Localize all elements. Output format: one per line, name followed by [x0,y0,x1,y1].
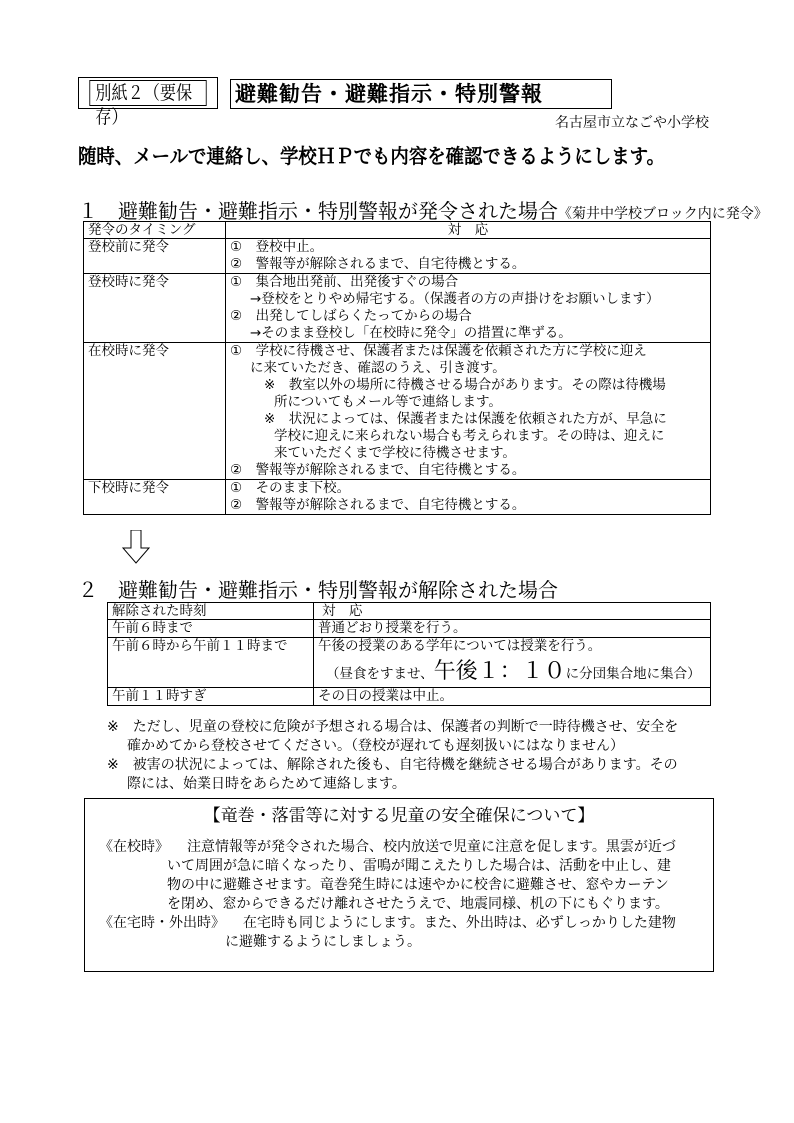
safety-school-label: 《在校時》 [99,839,169,855]
response-line: ※ 状況によっては、保護者または保護を依頼された方が、早急に [264,411,667,427]
safety-text-line: に避難するようにしましょう。 [225,934,421,950]
section1-note: 《菊井中学校ブロック内に発令》 [558,206,768,222]
safety-home-line [85,914,713,933]
col-response: 対 応 [226,222,711,239]
time-cell: 午前６時から午前１１時まで [108,638,314,688]
safety-text-line: 注意情報等が発令された場合、校内放送で児童に注意を促します。黒雲が近づ [187,839,676,855]
note-line: ※ 被害の状況によっては、解除された後も、自宅待機を継続させる場合があります。その [107,757,678,773]
response-line: ① 登校中止。 [230,239,324,255]
response-cell [226,343,711,480]
response-sub-post: に分団集合地に集合） [565,666,701,682]
safety-home-label: 《在宅時・外出時》 [99,915,225,931]
time-cell: 午前６時まで [108,620,314,638]
note-line: 確かめてから登校させてください。（登校が遅れても遅刻扱いにはなりません） [127,738,624,754]
safety-box [84,798,714,972]
response-sub-pre: （昼食をすませ、 [326,666,434,682]
school-name: 名古屋市立なごや小学校 [555,115,709,131]
response-line: ② 警報等が解除されるまで、自宅待機とする。 [230,497,526,513]
response-line: 学校に迎えに来られない場合も考えられます。その時は、迎えに [274,428,665,444]
table-header-row [108,603,711,620]
time-cell: 午前１１時すぎ [108,688,314,706]
response-line: ① 集合地出発前、出発後すぐの場合 [230,274,459,290]
meeting-time: 午後１：１０ [433,659,566,684]
col-time: 解除された時刻 [108,603,314,620]
response-line: ② 警報等が解除されるまで、自宅待機とする。 [230,462,526,478]
section2-notes [107,718,719,794]
safety-body [85,838,713,952]
down-arrow-icon [121,530,151,564]
col-response-label: 対 応 [322,603,363,619]
response-line: ② 警報等が解除されるまで、自宅待機とする。 [230,256,526,272]
safety-text-line: を閉め、窓からできるだけ離れさせたうえで、地震同様、机の下にもぐります。 [167,896,669,912]
response-cell [226,239,711,274]
safety-text-line: いて周囲が急に暗くなったり、雷鳴が聞こえたりした場合は、活動を中止し、建 [167,858,671,874]
response-line: ※ 教室以外の場所に待機させる場合があります。その際は待機場 [264,377,666,393]
section1-heading [78,195,768,224]
table-row [108,688,711,706]
timing-cell: 下校時に発令 [84,480,226,515]
response-cell [226,274,711,343]
note-line: 際には、始業日時をあらためて連絡します。 [127,776,406,792]
section2-heading: ２ 避難勧告・避難指示・特別警報が解除された場合 [78,578,558,602]
response-line: →そのまま登校し「在校時に発令」の措置に準ずる。 [250,325,572,341]
response-line: 来ていただくまで学校に待機させます。 [274,445,516,461]
attachment-tag [78,77,218,128]
lead-statement: 随時、メールで連絡し、学校ＨＰでも内容を確認できるようにします。 [78,144,665,168]
note-line: ※ ただし、児童の登校に危険が予想される場合は、保護者の判断で一時待機させ、安全を [107,719,679,735]
response-line: に来ていただき、確認のうえ、引き渡す。 [250,360,506,376]
table-row [108,638,711,688]
table-row [108,620,711,638]
table-row [84,239,711,274]
section1-title: １ 避難勧告・避難指示・特別警報が発令された場合 [78,199,558,223]
response-line: 所についてもメール等で連絡します。 [274,394,502,410]
attachment-tag-label: 別紙２（要保存） [89,80,206,106]
table-row [84,343,711,480]
response-cell: 普通どおり授業を行う。 [314,620,711,638]
safety-title: 【竜巻・落雷等に対する児童の安全確保について】 [203,806,595,826]
lifting-table [107,602,711,706]
response-cell [226,480,711,515]
table-header-row [84,222,711,239]
timing-cell: 登校時に発令 [84,274,226,343]
table-row [84,274,711,343]
col-response [314,603,711,620]
response-line: 午後の授業のある学年については授業を行う。 [318,638,602,654]
table-row [84,480,711,515]
safety-text-line: 物の中に避難させます。竜巻発生時には速やかに校舎に避難させ、窓やカーテン [167,877,669,893]
safety-text-line: 在宅時も同じようにします。また、外出時は、必ずしっかりした建物 [243,915,676,931]
response-line: →登校をとりやめ帰宅する。（保護者の方の声掛けをお願いします） [250,291,660,307]
response-subline [318,659,706,687]
col-timing: 発令のタイミング [84,222,226,239]
timing-cell: 在校時に発令 [84,343,226,480]
timing-cell: 登校前に発令 [84,239,226,274]
response-line: ② 出発してしばらくたってからの場合 [230,308,472,324]
response-line: ① 学校に待機させ、保護者または保護を依頼された方に学校に迎え [230,343,647,359]
response-line: ① そのまま下校。 [230,480,351,496]
response-cell: その日の授業は中止。 [314,688,711,706]
issuance-table [83,221,711,515]
page-title: 避難勧告・避難指示・特別警報 [230,79,612,109]
response-cell [314,638,711,688]
safety-school-line [85,838,713,857]
